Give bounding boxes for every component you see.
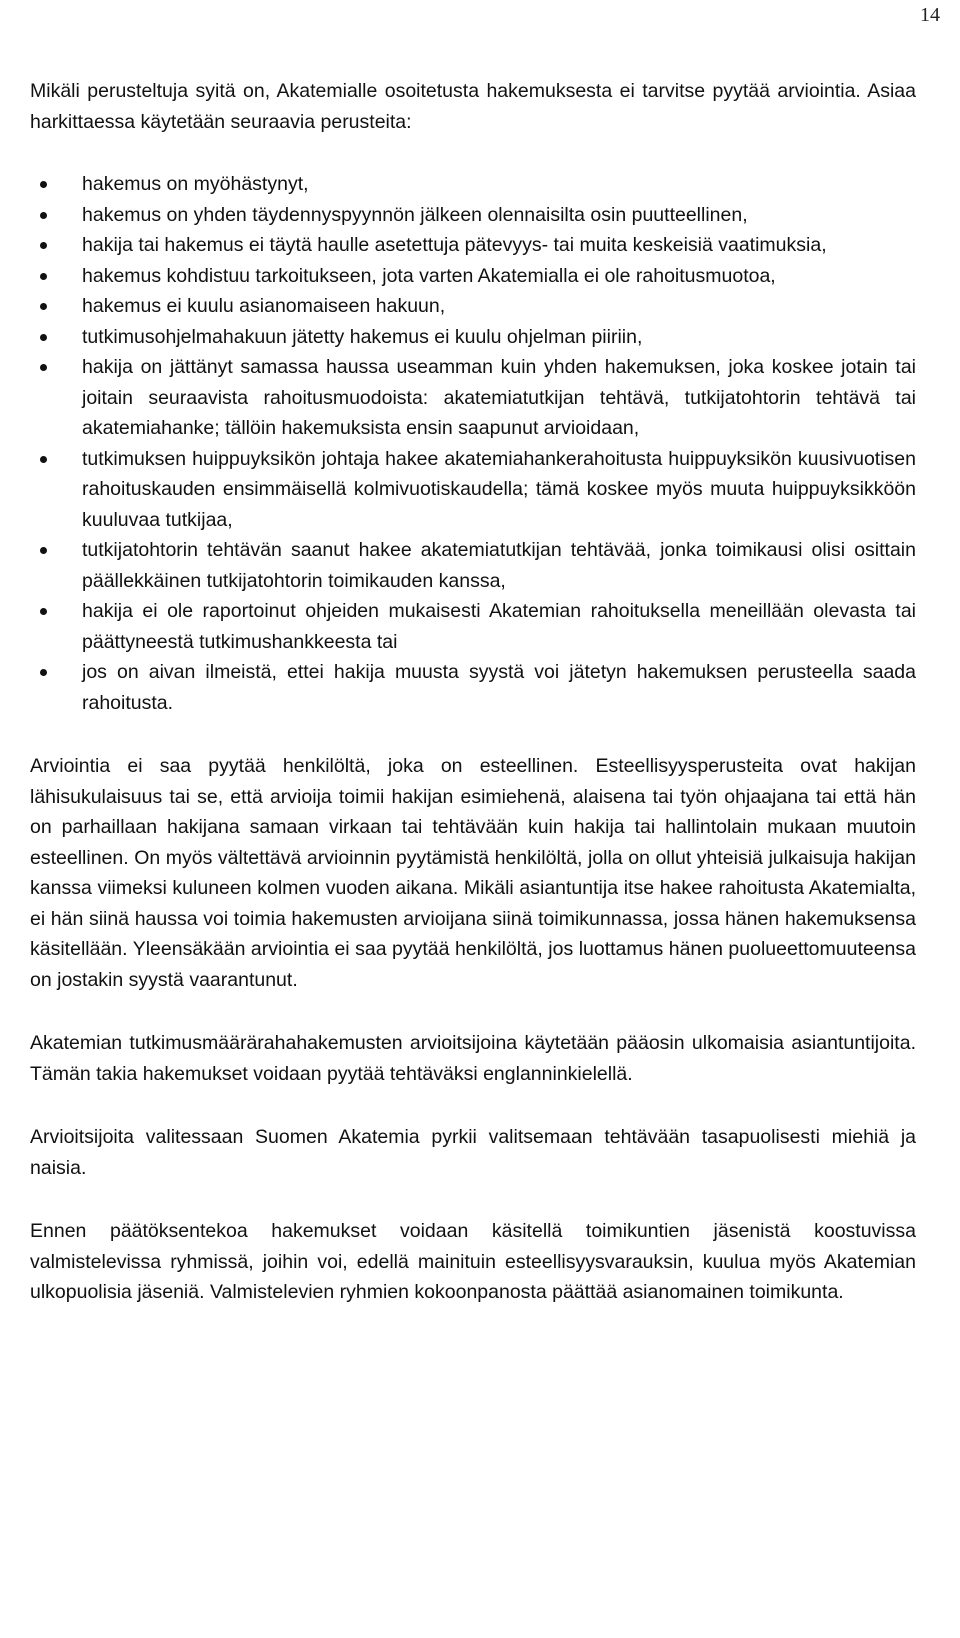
conflict-of-interest-paragraph: Arviointia ei saa pyytää henkilöltä, joka on esteellinen. Esteellisyysperusteita ovat hakijan lähisukulaisuus tai se, että arvioija toimii hakijan esimiehenä, alaisena tai työn ohjaajana tai että hän on parhaillaan hakijana samaan virkaan tai tehtävään kuin hakija tai hallintolain mukaan muutoin esteellinen. On myös vältettävä arvioinnin pyytämistä henkilöltä, jolla on ollut yhteisiä julkaisuja hakijan kanssa viimeksi kuluneen kolmen vuoden aikana. Mikäli asiantuntija itse hakee rahoitusta Akatemialta, ei hän siinä haussa voi toimia hakemusten arvioijana siinä toimikunnassa, jossa hänen hakemuksensa käsitellään. Yleensäkään arviointia ei saa pyytää henkilöltä, jos luottamus hänen puolueettomuuteensa on jostakin syystä vaarantunut.: [30, 755, 916, 991]
bullet-icon: [40, 303, 47, 310]
bullet-icon: [40, 181, 47, 188]
bullet-icon: [40, 547, 47, 554]
gender-balance-paragraph: Arvioitsijoita valitessaan Suomen Akatemia pyrkii valitsemaan tehtävään tasapuolisesti miehiä ja naisia.: [30, 1126, 916, 1179]
list-item-text: hakija tai hakemus ei täytä haulle asetettuja pätevyys- tai muita keskeisiä vaatimuksia,: [82, 234, 827, 256]
list-item-text: hakija on jättänyt samassa haussa useamman kuin yhden hakemuksen, joka koskee jotain tai joitain seuraavista rahoitusmuodoista: akatemiatutkijan tehtävä, tutkijatohtorin tehtävä tai akatemiahanke; tällöin hakemuksista ensin saapunut arvioidaan,: [82, 356, 916, 439]
list-item-text: hakemus kohdistuu tarkoitukseen, jota varten Akatemialla ei ole rahoitusmuotoa,: [82, 264, 776, 287]
list-item-text: hakemus on myöhästynyt,: [82, 173, 309, 195]
list-item-text: tutkimuksen huippuyksikön johtaja hakee akatemiahankerahoitusta huippuyksikön kuusivuotisen rahoituskauden ensimmäisellä kolmivuotiskaudella; tämä koskee myös muuta huippuyksikköön kuuluvaa tutkijaa,: [82, 447, 916, 531]
bullet-icon: [40, 334, 47, 341]
bullet-icon: [40, 608, 47, 615]
criteria-list: [30, 169, 916, 718]
list-item: [30, 596, 916, 657]
list-item: [30, 261, 916, 292]
list-item: [30, 444, 916, 536]
bullet-icon: [40, 212, 47, 219]
foreign-reviewers-paragraph: Akatemian tutkimusmäärärahahakemusten arvioitsijoina käytetään pääosin ulkomaisia asiantuntijoita. Tämän takia hakemukset voidaan pyytää tehtäväksi englanninkielellä.: [30, 1032, 916, 1085]
list-item-text: tutkijatohtorin tehtävän saanut hakee akatemiatutkijan tehtävää, jonka toimikausi olisi osittain päällekkäinen tutkijatohtorin toimikauden kanssa,: [82, 539, 916, 592]
document-body: [30, 76, 916, 1308]
list-item-text: hakija ei ole raportoinut ohjeiden mukaisesti Akatemian rahoituksella meneillään olevasta tai päättyneestä tutkimushankkeesta tai: [82, 600, 916, 653]
bullet-icon: [40, 273, 47, 280]
page-number: 14: [920, 4, 940, 26]
bullet-icon: [40, 242, 47, 249]
bullet-icon: [40, 364, 47, 371]
list-item: [30, 169, 916, 200]
list-item: [30, 200, 916, 231]
list-item: [30, 657, 916, 718]
list-item: [30, 230, 916, 261]
list-item-text: jos on aivan ilmeistä, ettei hakija muusta syystä voi jätetyn hakemuksen perusteella saada rahoitusta.: [82, 661, 916, 714]
list-item-text: hakemus ei kuulu asianomaiseen hakuun,: [82, 295, 446, 317]
list-item: [30, 322, 916, 353]
list-item: [30, 352, 916, 444]
list-item: [30, 291, 916, 322]
preparatory-groups-paragraph: Ennen päätöksentekoa hakemukset voidaan käsitellä toimikuntien jäsenistä koostuvissa valmistelevissa ryhmissä, joihin voi, edellä mainituin esteellisyysvarauksin, kuulua myös Akatemian ulkopuolisia jäseniä. Valmistelevien ryhmien kokoonpanosta päättää asianomainen toimikunta.: [30, 1220, 916, 1303]
bullet-icon: [40, 456, 47, 463]
list-item-text: hakemus on yhden täydennyspyynnön jälkeen olennaisilta osin puutteellinen,: [82, 203, 748, 226]
bullet-icon: [40, 669, 47, 676]
list-item: [30, 535, 916, 596]
list-item-text: tutkimusohjelmahakuun jätetty hakemus ei kuulu ohjelman piiriin,: [82, 325, 643, 348]
intro-paragraph: Mikäli perusteltuja syitä on, Akatemialle osoitetusta hakemuksesta ei tarvitse pyytää arviointia. Asiaa harkittaessa käytetään seuraavia perusteita:: [30, 80, 916, 133]
